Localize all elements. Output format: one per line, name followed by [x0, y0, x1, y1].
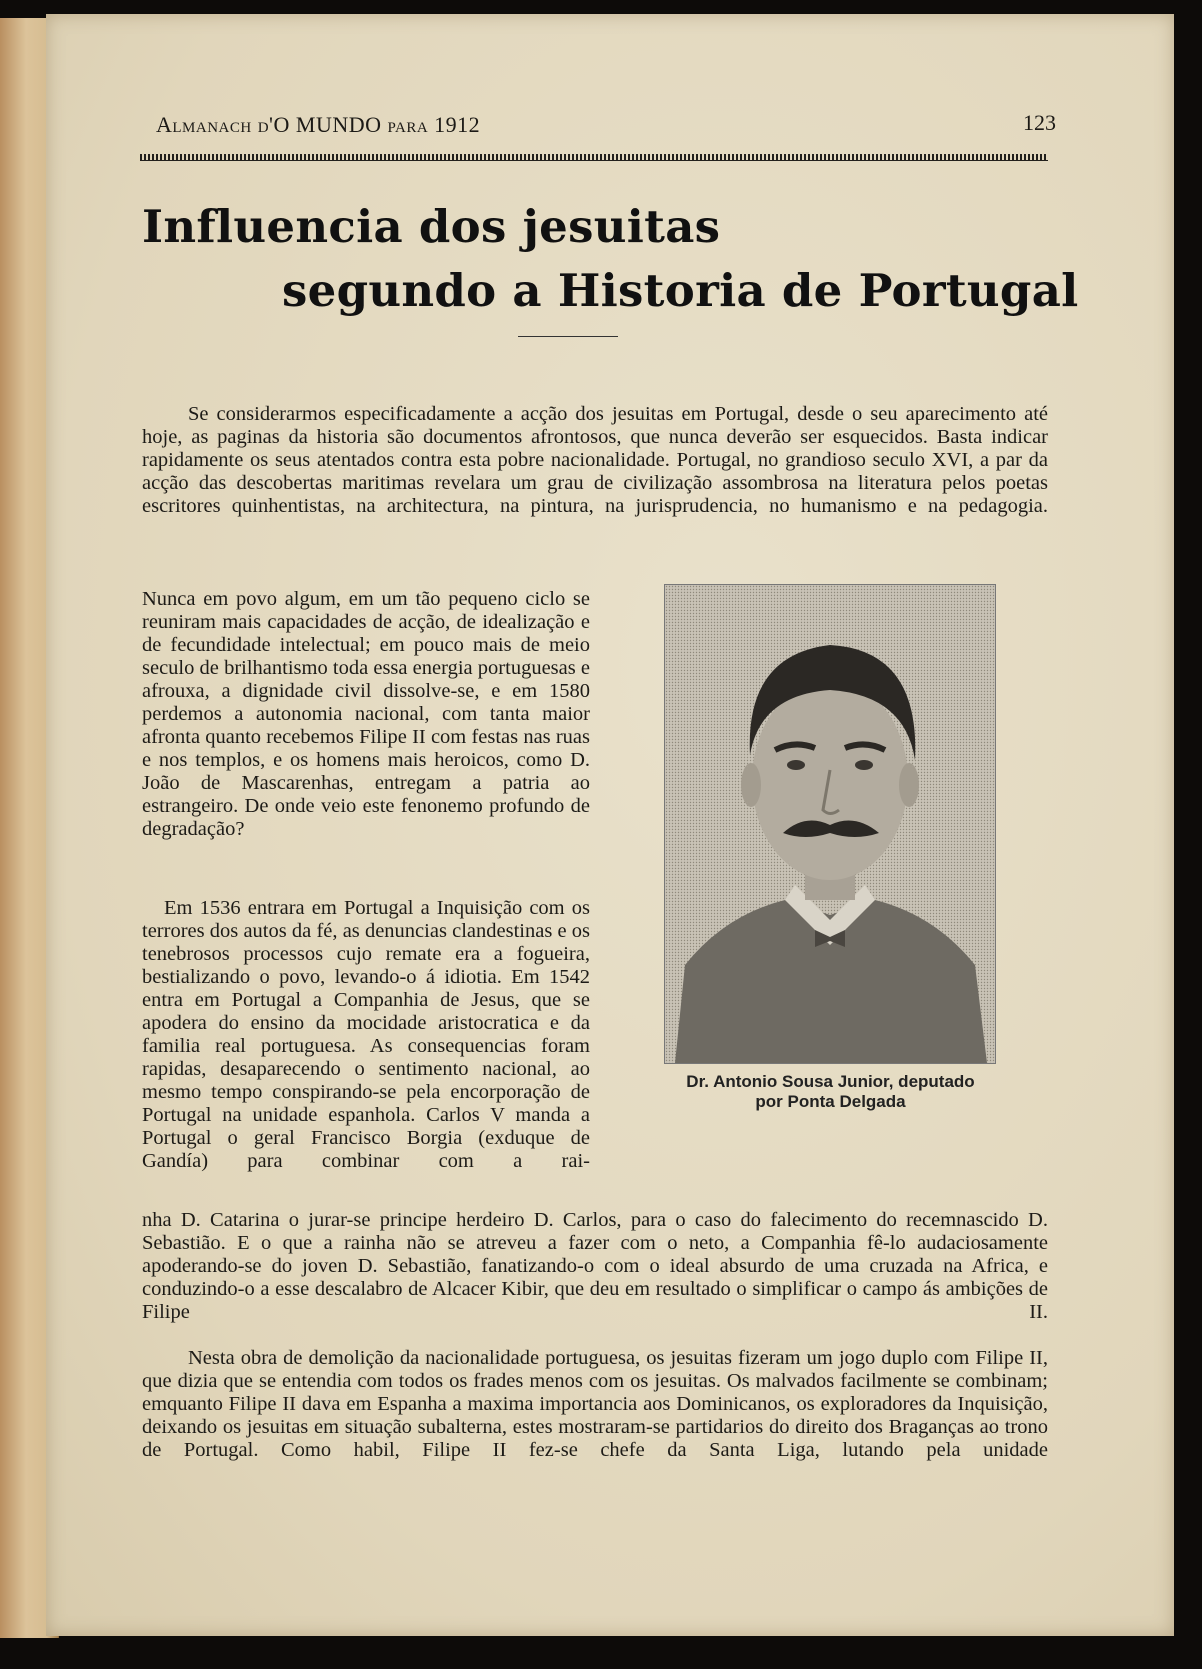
intro-paragraph: Se considerarmos especificadamente a acção dos jesuitas em Portugal, desde o seu aparecimento até hoje, as paginas da historia são documentos afrontosos, que nunca deverão ser esquecidos. Basta indicar rapidamente os seus atentados contra esta pobre nacionalidade. Portugal, no grandioso seculo XVI, a par da acção das descobertas maritimas revelara um grau de civilização assombrosa na literatura pelos poetas escritores quinhentistas, na architectura, na pintura, na jurisprudencia, no humanismo e na pedagogia.: [142, 402, 1048, 517]
page-sheet: [46, 14, 1174, 1636]
photo-caption-line-2: por Ponta Delgada: [755, 1092, 906, 1111]
photo-caption: [658, 1072, 1003, 1112]
column-paragraph-1: Nunca em povo algum, em um tão pequeno ciclo se reuniram mais capacidades de acção, de idealização e de fecundidade intelectual; em pouco mais de meio seculo de brilhantismo toda essa energia portuguesas e afrouxa, a dignidade civil dissolve-se, e em 1580 perdemos a autonomia nacional, com tanta maior afronta quanto recebemos Filipe II com festas nas ruas e nos templos, e os homens mais heroicos, como D. João de Mascarenhas, entregam a patria ao estrangeiro. De onde veio este fenonemo profundo de degradação?: [142, 587, 590, 840]
headline-line-1: Influencia dos jesuitas: [142, 200, 721, 253]
running-head-rule: [140, 154, 1048, 161]
title-divider: [518, 336, 618, 337]
page-number: 123: [1023, 110, 1056, 135]
headline-line-2: segundo a Historia de Portugal: [282, 264, 1079, 317]
portrait-figure: [665, 585, 995, 1063]
full-width-paragraph-continuation: nha D. Catarina o jurar-se principe herdeiro D. Carlos, para o caso do falecimento do recemnascido D. Sebastião. E o que a rainha não se atreveu a fazer com o neto, a Companhia fê-lo audaciosamente apoderando-se do joven D. Sebastião, fanatizando-o com o ideal absurdo de uma cruzada na Africa, e conduzindo-o a esse descalabro de Alcacer Kibir, que deu em resultado o simplificar o campo ás ambições de Filipe II.: [142, 1208, 1048, 1323]
full-width-paragraph-3: Nesta obra de demolição da nacionalidade portuguesa, os jesuitas fizeram um jogo duplo com Filipe II, que dizia que se entendia com todos os frades menos com os jesuitas. Os malvados facilmente se combinam; emquanto Filipe II dava em Espanha a maxima importancia aos Dominicanos, os exploradores da Inquisição, deixando os jesuitas em situação subalterna, estes mostraram-se partidarios do direito dos Braganças ao trono de Portugal. Como habil, Filipe II fez-se chefe da Santa Liga, lutando pela unidade: [142, 1346, 1048, 1461]
running-head-title: Almanach d'O MUNDO para 1912: [156, 112, 481, 137]
running-head: [156, 110, 1056, 144]
portrait-photo: [664, 584, 996, 1064]
column-paragraph-2: Em 1536 entrara em Portugal a Inquisição com os terrores dos autos da fé, as denuncias clandestinas e os tenebrosos processos cujo remate era a fogueira, bestializando o povo, levando-o á idiotia. Em 1542 entra em Portugal a Companhia de Jesus, que se apodera do ensino da mocidade aristocratica e da familia real portuguesa. As consequencias foram rapidas, desaparecendo o sentimento nacional, ao mesmo tempo conspirando-se pela encorporação de Portugal na unidade espanhola. Carlos V manda a Portugal o geral Francisco Borgia (exduque de Gandía) para combinar com a rai-: [142, 896, 590, 1172]
photo-caption-line-1: Dr. Antonio Sousa Junior, deputado: [686, 1072, 975, 1091]
